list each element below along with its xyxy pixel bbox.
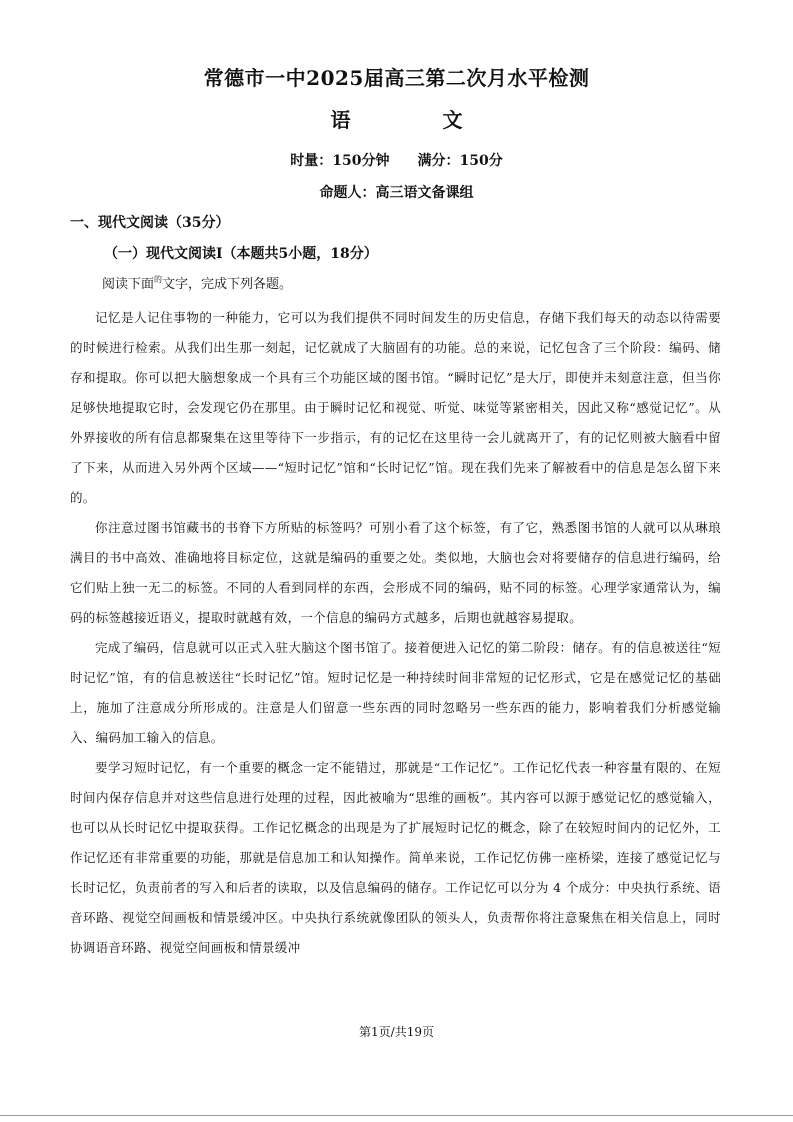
page-number: 第1页/共19页 — [359, 1025, 434, 1039]
subject-char-left: 语 — [330, 108, 351, 132]
reading-passage — [70, 303, 721, 963]
instruction-small-char: 的 — [154, 275, 163, 284]
passage-paragraph: 记忆是人记住事物的一种能力，它可以为我们提供不同时间发生的历史信息，存储下我们每天的动态以待需要的时候进行检索。从我们出生那一刻起，记忆就成了大脑固有的功能。总的来说，记忆包含了三个阶段：编码、储存和提取。你可以把大脑想象成一个具有三个功能区域的图书馆。“瞬时记忆”是大厅，即使并未刻意注意，但当你足够快地提取它时，会发现它仍在那里。由于瞬时记忆和视觉、听觉、味觉等紧密相关，因此又称“感觉记忆”。从外界接收的所有信息都聚集在这里等待下一步指示，有的记忆在这里待一会儿就离开了，有的记忆则被大脑看中留了下来，从而进入另外两个区域——“短时记忆”馆和“长时记忆”馆。现在我们先来了解被看中的信息是怎么留下来的。 — [70, 310, 721, 505]
instruction-after: 文字，完成下列各题。 — [162, 277, 293, 292]
exam-author: 命题人：高三语文备课组 — [319, 185, 474, 201]
subsection-title: （一）现代文阅读Ⅰ（本题共5小题，18分） — [104, 246, 378, 262]
time-limit: 时量：150分钟 — [290, 153, 390, 169]
passage-paragraph: 要学习短时记忆，有一个重要的概念一定不能错过，那就是“工作记忆”。工作记忆代表一种容量有限的、在短时间内保存信息并对这些信息进行处理的过程，因此被喻为“思维的画板”。其内容可以源于感觉记忆的感觉输入，也可以从长时记忆中提取获得。工作记忆概念的出现是为了扩展短时记忆的概念，除了在较短时间内的记忆外，工作记忆还有非常重要的功能，那就是信息加工和认知操作。简单来说，工作记忆仿佛一座桥梁，连接了感觉记忆与长时记忆，负责前者的写入和后者的读取，以及信息编码的储存。工作记忆可以分为 4 个成分：中央执行系统、语音环路、视觉空间画板和情景缓冲区。中央执行系统就像团队的领头人，负责帮你将注意聚焦在相关信息上，同时协调语音环路、视觉空间画板和情景缓冲 — [70, 760, 721, 955]
exam-title: 常德市一中2025届高三第二次月水平检测 — [203, 66, 590, 90]
subject-char-right: 文 — [442, 108, 463, 132]
passage-paragraph: 完成了编码，信息就可以正式入驻大脑这个图书馆了。接着便进入记忆的第二阶段：储存。有的信息被送往“短时记忆”馆，有的信息被送往“长时记忆”馆。短时记忆是一种持续时间非常短的记忆形式，它是在感觉记忆的基础上，施加了注意成分所形成的。注意是人们留意一些东西的同时忽略另一些东西的能力，影响着我们分析感觉输入、编码加工输入的信息。 — [70, 640, 721, 745]
exam-meta — [0, 150, 793, 170]
full-score: 满分：150分 — [417, 153, 503, 169]
passage-paragraph: 你注意过图书馆藏书的书脊下方所贴的标签吗？可别小看了这个标签，有了它，熟悉图书馆的人就可以从琳琅满目的书中高效、准确地将目标定位，这就是编码的重要之处。类似地，大脑也会对将要储存的信息进行编码，给它们贴上独一无二的标签。不同的人看到同样的东西，会形成不同的编码，贴不同的标签。心理学家通常认为，编码的标签越接近语义，提取时就越有效，一个信息的编码方式越多，后期也就越容易提取。 — [70, 520, 721, 625]
section-title: 一、现代文阅读（35分） — [70, 215, 230, 231]
subject-heading — [0, 104, 793, 133]
instruction-before: 阅读下面 — [102, 277, 155, 292]
reading-instruction — [102, 273, 292, 292]
page-bottom-divider — [0, 1115, 793, 1116]
